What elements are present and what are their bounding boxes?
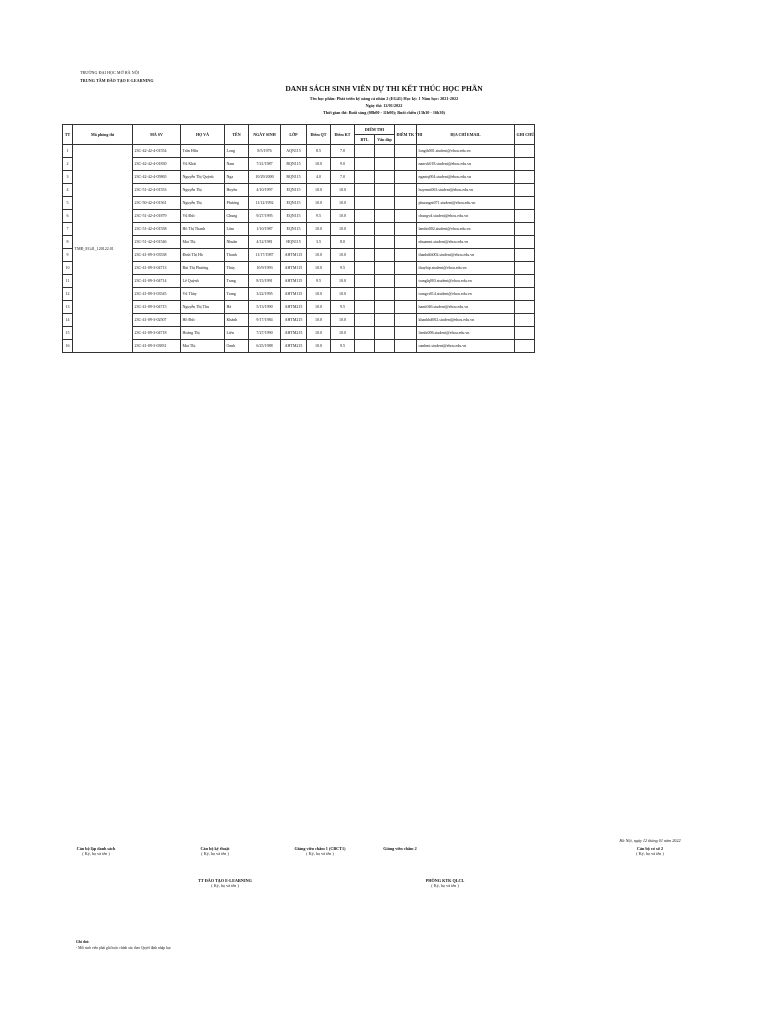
row-tt: 14	[63, 314, 73, 327]
col-first-name: TÊN	[225, 125, 249, 145]
signature-hint: ( Ký, họ và tên )	[82, 851, 110, 856]
row-notes	[515, 210, 535, 223]
row-class: AHTM115	[281, 262, 307, 275]
row-last-name: Hồ Thị Thanh	[181, 223, 225, 236]
row-dob: 8/15/1991	[249, 275, 281, 288]
row-first-name: Oanh	[225, 340, 249, 353]
col-exam-score-words: Vấn đáp	[375, 135, 395, 145]
row-btl	[355, 275, 375, 288]
row-van-dap	[375, 145, 395, 158]
row-van-dap	[375, 210, 395, 223]
col-exam-code: Mã phòng thi	[73, 125, 133, 145]
row-dob: 7/27/1990	[249, 327, 281, 340]
row-class: AHTM215	[281, 314, 307, 327]
row-btl	[355, 210, 375, 223]
row-notes	[515, 301, 535, 314]
row-van-dap	[375, 327, 395, 340]
col-last-name: HỌ VÀ	[181, 125, 225, 145]
signature-hint: ( Ký, họ và tên )	[636, 851, 664, 856]
table-row	[63, 197, 535, 210]
row-student-id: 23C-51-42-4-01879	[133, 210, 181, 223]
row-first-name: Thanh	[225, 249, 249, 262]
row-notes	[515, 145, 535, 158]
row-kt: 9.5	[331, 301, 355, 314]
row-last-name: Bùi Thị Phương	[181, 262, 225, 275]
row-van-dap	[375, 223, 395, 236]
row-qt: 10.0	[307, 314, 331, 327]
page-title: DANH SÁCH SINH VIÊN DỰ THI KẾT THÚC HỌC PHẦN	[285, 84, 483, 93]
row-qt: 10.0	[307, 197, 331, 210]
row-van-dap	[375, 314, 395, 327]
table-row	[63, 340, 535, 353]
row-first-name: Trang	[225, 275, 249, 288]
row-avg	[395, 327, 417, 340]
row-class: AHTM115	[281, 275, 307, 288]
row-btl	[355, 158, 375, 171]
table-header-row	[63, 125, 535, 135]
row-first-name: Phương	[225, 197, 249, 210]
course-line: Tên học phần: Phát triển kỹ năng cá nhân 2 (EG41) Học kỳ: 1 Năm học: 2021-2022	[309, 96, 459, 101]
table-row	[63, 184, 535, 197]
row-class: AHTM215	[281, 327, 307, 340]
col-class: LỚP	[281, 125, 307, 145]
row-dob: 3/22/1995	[249, 288, 281, 301]
row-van-dap	[375, 158, 395, 171]
row-notes	[515, 158, 535, 171]
row-notes	[515, 197, 535, 210]
row-qt: 3.5	[307, 236, 331, 249]
row-qt: 10.0	[307, 158, 331, 171]
row-class: AHTM115	[281, 288, 307, 301]
row-student-id: 23C-51-42-4-01553	[133, 184, 181, 197]
row-last-name: Hoàng Thị	[181, 327, 225, 340]
row-first-name: Nga	[225, 171, 249, 184]
row-class: BQN115	[281, 171, 307, 184]
row-kt: 10.0	[331, 184, 355, 197]
row-dob: 6/25/1988	[249, 340, 281, 353]
row-last-name: Nguyễn Thị	[181, 197, 225, 210]
col-tt: TT	[63, 125, 73, 145]
row-tt: 12	[63, 288, 73, 301]
table-row	[63, 262, 535, 275]
row-dob: 4/12/1981	[249, 236, 281, 249]
table-row	[63, 249, 535, 262]
table-row	[63, 145, 535, 158]
row-email: chungvd.student@ehou.edu.vn	[417, 210, 515, 223]
row-tt: 10	[63, 262, 73, 275]
row-class: EQN115	[281, 184, 307, 197]
row-email: thuybtp.student@ehou.edu.vn	[417, 262, 515, 275]
row-avg	[395, 340, 417, 353]
table-row	[63, 210, 535, 223]
row-student-id: 23C-41-09-3-03545	[133, 288, 181, 301]
row-btl	[355, 184, 375, 197]
row-btl	[355, 301, 375, 314]
footnote-label: Ghi chú:	[76, 940, 90, 944]
row-van-dap	[375, 288, 395, 301]
row-first-name: Nhuần	[225, 236, 249, 249]
table-row	[63, 288, 535, 301]
row-notes	[515, 184, 535, 197]
row-first-name: Thủy	[225, 262, 249, 275]
row-notes	[515, 314, 535, 327]
row-qt: 10.0	[307, 184, 331, 197]
row-avg	[395, 158, 417, 171]
signature-examiner2	[360, 846, 440, 851]
row-tt: 13	[63, 301, 73, 314]
exam-room-code: TMĐ_EG41_120122.01	[73, 145, 133, 353]
col-dob: NGÀY SINH	[249, 125, 281, 145]
signature-examiner1	[270, 846, 370, 856]
row-kt: 10.0	[331, 249, 355, 262]
row-tt: 8	[63, 236, 73, 249]
row-qt: 10.0	[307, 327, 331, 340]
row-btl	[355, 223, 375, 236]
row-notes	[515, 275, 535, 288]
row-dob: 11/12/1992	[249, 197, 281, 210]
row-avg	[395, 262, 417, 275]
row-qt: 10.0	[307, 249, 331, 262]
student-table	[62, 124, 535, 353]
row-email: phuongnt071.student@ehou.edu.vn	[417, 197, 515, 210]
row-last-name: Vũ Khải	[181, 158, 225, 171]
row-last-name: Trần Hữu	[181, 145, 225, 158]
row-kt: 7.0	[331, 171, 355, 184]
row-email: oanhmt.student@ehou.edu.vn	[417, 340, 515, 353]
row-student-id: 23C-42-42-4-05865	[133, 171, 181, 184]
row-qt: 9.5	[307, 210, 331, 223]
row-notes	[515, 236, 535, 249]
row-first-name: Khánh	[225, 314, 249, 327]
row-avg	[395, 171, 417, 184]
row-email: lamhtt002.student@ehou.edu.vn	[417, 223, 515, 236]
exam-time: Thời gian thi: Buổi sáng (08h00 - 11h00); Buổi chiều (13h30 - 16h30)	[323, 110, 445, 115]
signature-hint: ( Ký, họ và tên )	[306, 851, 334, 856]
table-row	[63, 171, 535, 184]
row-dob: 9/17/1984	[249, 314, 281, 327]
exam-date: Ngày thi: 12/01/2022	[365, 103, 403, 108]
row-first-name: Nam	[225, 158, 249, 171]
row-tt: 11	[63, 275, 73, 288]
row-tt: 9	[63, 249, 73, 262]
row-btl	[355, 314, 375, 327]
row-qt: 10.0	[307, 340, 331, 353]
signature-facility-staff	[610, 846, 690, 856]
row-dob: 10/29/2000	[249, 171, 281, 184]
row-email: lienht006.student@ehou.edu.vn	[417, 327, 515, 340]
row-btl	[355, 288, 375, 301]
table-row	[63, 301, 535, 314]
row-class: AHTM215	[281, 340, 307, 353]
signature-title: Cán bộ cơ sở 2	[636, 846, 664, 851]
row-email: hantt046.student@ehou.edu.vn	[417, 301, 515, 314]
row-dob: 11/17/1987	[249, 249, 281, 262]
signature-title: Giảng viên chấm 2	[383, 846, 417, 851]
signature-title: Cán bộ lập danh sách	[76, 846, 116, 851]
row-van-dap	[375, 301, 395, 314]
row-last-name: Nguyễn Thị Quỳnh	[181, 171, 225, 184]
row-avg	[395, 145, 417, 158]
signature-dept	[400, 878, 490, 888]
row-last-name: Hồ Đức	[181, 314, 225, 327]
signature-title: TT ĐÀO TẠO E-LEARNING	[198, 878, 252, 883]
row-dob: 7/21/1987	[249, 158, 281, 171]
row-qt: 10.0	[307, 301, 331, 314]
row-first-name: Long	[225, 145, 249, 158]
row-class: AQN115	[281, 145, 307, 158]
row-qt: 10.0	[307, 262, 331, 275]
row-notes	[515, 223, 535, 236]
row-van-dap	[375, 184, 395, 197]
row-qt: 10.0	[307, 223, 331, 236]
row-avg	[395, 301, 417, 314]
row-class: EQN115	[281, 223, 307, 236]
row-kt: 8.0	[331, 236, 355, 249]
row-van-dap	[375, 236, 395, 249]
row-student-id: 23C-42-42-4-01830	[133, 158, 181, 171]
row-student-id: 23C-41-09-3-04715	[133, 301, 181, 314]
col-notes: GHI CHÚ	[515, 125, 535, 145]
row-last-name: Đinh Thị Hà	[181, 249, 225, 262]
row-student-id: 23C-41-09-3-04714	[133, 275, 181, 288]
row-avg	[395, 210, 417, 223]
university-name: TRƯỜNG ĐẠI HỌC MỞ HÀ NỘI	[80, 70, 140, 75]
date-line: Hà Nội, ngày 12 tháng 01 năm 2022	[619, 838, 681, 843]
row-avg	[395, 249, 417, 262]
row-van-dap	[375, 340, 395, 353]
row-email: tranglq003.student@ehou.edu.vn	[417, 275, 515, 288]
row-first-name: Liên	[225, 327, 249, 340]
row-class: EQN115	[281, 197, 307, 210]
row-qt: 4.0	[307, 171, 331, 184]
row-student-id: 23C-41-09-3-03831	[133, 340, 181, 353]
row-email: longth001.student@ehou.edu.vn	[417, 145, 515, 158]
row-class: HQN115	[281, 236, 307, 249]
row-btl	[355, 340, 375, 353]
signature-hint: ( Ký, họ và tên )	[431, 883, 459, 888]
row-van-dap	[375, 249, 395, 262]
row-tt: 6	[63, 210, 73, 223]
row-tt: 16	[63, 340, 73, 353]
row-tt: 7	[63, 223, 73, 236]
row-avg	[395, 184, 417, 197]
row-tt: 15	[63, 327, 73, 340]
col-exam-score: ĐIỂM THI	[355, 125, 395, 135]
row-student-id: 23C-51-42-4-01546	[133, 236, 181, 249]
row-last-name: Vũ Thùy	[181, 288, 225, 301]
row-first-name: Hà	[225, 301, 249, 314]
row-btl	[355, 145, 375, 158]
col-exam-score-digits: BTL	[355, 135, 375, 145]
table-row	[63, 236, 535, 249]
row-dob: 5/13/1990	[249, 301, 281, 314]
row-first-name: Trang	[225, 288, 249, 301]
row-class: BQN115	[281, 158, 307, 171]
row-kt: 10.0	[331, 223, 355, 236]
row-kt: 9.5	[331, 340, 355, 353]
row-last-name: Lê Quỳnh	[181, 275, 225, 288]
row-email: trangvt014.student@ehou.edu.vn	[417, 288, 515, 301]
row-email: thanhdth002.student@ehou.edu.vn	[417, 249, 515, 262]
row-student-id: 23C-41-09-3-04713	[133, 262, 181, 275]
row-avg	[395, 236, 417, 249]
row-notes	[515, 262, 535, 275]
row-student-id: 23C-51-42-4-01558	[133, 223, 181, 236]
row-btl	[355, 327, 375, 340]
row-last-name: Vũ Đức	[181, 210, 225, 223]
signature-hint: ( Ký, họ và tên )	[201, 851, 229, 856]
row-last-name: Mai Thị	[181, 236, 225, 249]
row-dob: 8/5/1976	[249, 145, 281, 158]
row-email: huyennt063.student@ehou.edu.vn	[417, 184, 515, 197]
row-van-dap	[375, 262, 395, 275]
footnote-text: - Mỗi sinh viên phải ghi hoặc chính xác theo Quyết định nhập học	[76, 946, 172, 950]
row-notes	[515, 327, 535, 340]
row-avg	[395, 288, 417, 301]
row-qt: 9.5	[307, 275, 331, 288]
row-first-name: Chung	[225, 210, 249, 223]
row-first-name: Huyền	[225, 184, 249, 197]
row-notes	[515, 249, 535, 262]
row-email: khanhhd002.student@ehou.edu.vn	[417, 314, 515, 327]
row-notes	[515, 171, 535, 184]
row-student-id: 23C-42-42-4-01554	[133, 145, 181, 158]
row-btl	[355, 249, 375, 262]
row-btl	[355, 197, 375, 210]
row-class: AHTM215	[281, 301, 307, 314]
row-student-id: 23C-41-09-3-02507	[133, 314, 181, 327]
row-dob: 9/27/1995	[249, 210, 281, 223]
signature-title: Cán bộ kỹ thuật	[200, 846, 230, 851]
row-kt: 10.0	[331, 314, 355, 327]
center-name: TRUNG TÂM ĐÀO TẠO E-LEARNING	[80, 78, 154, 83]
row-kt: 10.0	[331, 327, 355, 340]
row-email: namvk018.student@ehou.edu.vn	[417, 158, 515, 171]
row-last-name: Nguyễn Thị	[181, 184, 225, 197]
row-kt: 7.0	[331, 145, 355, 158]
table-row	[63, 223, 535, 236]
row-tt: 4	[63, 184, 73, 197]
row-tt: 1	[63, 145, 73, 158]
row-last-name: Nguyễn Thị Thu	[181, 301, 225, 314]
row-class: EQN115	[281, 210, 307, 223]
signature-center-head	[180, 878, 270, 888]
row-student-id: 23C-50-42-4-01561	[133, 197, 181, 210]
row-email: nhuanmt.student@ehou.edu.vn	[417, 236, 515, 249]
row-tt: 5	[63, 197, 73, 210]
row-tt: 2	[63, 158, 73, 171]
row-avg	[395, 275, 417, 288]
student-table-body	[63, 145, 535, 353]
row-kt: 9.5	[331, 262, 355, 275]
row-last-name: Mai Thị	[181, 340, 225, 353]
signature-title: PHÒNG KTK QLCL	[425, 878, 465, 883]
row-btl	[355, 236, 375, 249]
row-tt: 3	[63, 171, 73, 184]
row-notes	[515, 288, 535, 301]
row-class: AHTM115	[281, 249, 307, 262]
col-student-id: MÃ SV	[133, 125, 181, 145]
row-student-id: 23C-41-09-3-04718	[133, 327, 181, 340]
row-btl	[355, 171, 375, 184]
row-notes	[515, 340, 535, 353]
row-student-id: 23C-41-09-3-03538	[133, 249, 181, 262]
row-avg	[395, 314, 417, 327]
row-btl	[355, 262, 375, 275]
row-van-dap	[375, 275, 395, 288]
col-avg: ĐIỂM TK THI	[395, 125, 417, 145]
signature-list-maker	[56, 846, 136, 856]
row-qt: 10.0	[307, 288, 331, 301]
signature-technician	[175, 846, 255, 856]
row-kt: 10.0	[331, 288, 355, 301]
table-row	[63, 327, 535, 340]
row-dob: 4/10/1997	[249, 184, 281, 197]
row-kt: 10.0	[331, 275, 355, 288]
row-kt: 9.0	[331, 158, 355, 171]
row-avg	[395, 223, 417, 236]
row-kt: 10.0	[331, 210, 355, 223]
row-avg	[395, 197, 417, 210]
col-kt: Điểm KT	[331, 125, 355, 145]
row-van-dap	[375, 171, 395, 184]
row-kt: 10.0	[331, 197, 355, 210]
col-email: ĐỊA CHỈ EMAIL	[417, 125, 515, 145]
row-first-name: Lâm	[225, 223, 249, 236]
table-row	[63, 275, 535, 288]
table-row	[63, 314, 535, 327]
signature-title: Giảng viên chấm 1 (CBCT1)	[294, 846, 346, 851]
col-qt: Điểm QT	[307, 125, 331, 145]
row-dob: 10/9/1993	[249, 262, 281, 275]
table-row	[63, 158, 535, 171]
row-qt: 8.5	[307, 145, 331, 158]
signature-hint: ( Ký, họ và tên )	[211, 883, 239, 888]
row-dob: 1/10/1987	[249, 223, 281, 236]
row-van-dap	[375, 197, 395, 210]
row-email: ngantq004.student@ehou.edu.vn	[417, 171, 515, 184]
